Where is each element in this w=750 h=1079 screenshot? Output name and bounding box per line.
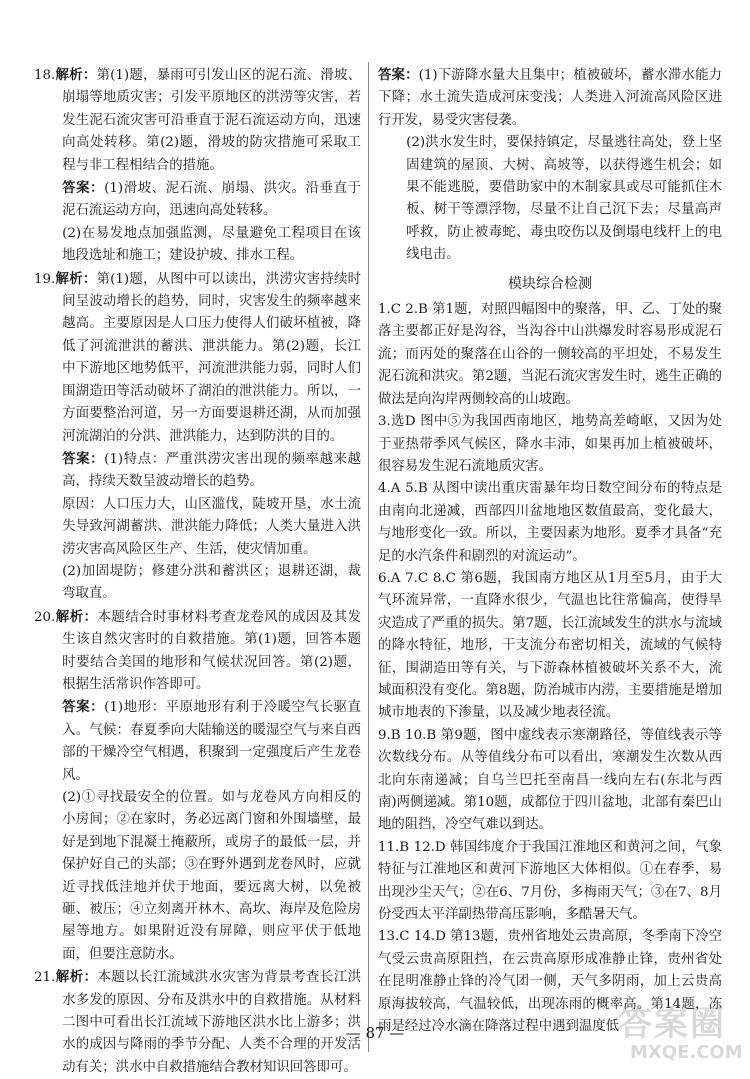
paragraph: (2)①寻找最安全的位置。如与龙卷风方向相反的小房间；②在家时，务必远离门窗和外围墙壁，最好是到地下混凝土掩蔽所，或房子的最低一层，并保护好自己的头部；③在野外遇到龙卷风时，应就近寻找低洼地并伏于地面，要远离大树，以免被砸、被压；④立刻离开林木、高坎、海岸及危险房屋等地方。如果附近没有屏障，则应平伏于低地面，但要注意防水。 — [62, 790, 361, 962]
paragraph: 20.解析：本题结合时事材料考查龙卷风的成因及其发生该自然灾害时的自救措施。第(1)题，回答本题时要结合美国的地形和气候状况回答。第(2)题，根据生活常识作答即可。 — [34, 608, 362, 692]
paragraph: 原因：人口压力大，山区滥伐，陡坡开垦，水土流失导致河湖蓄洪、泄洪能力降低；人类大量进入洪涝灾害高风险区生产、生活，使灾情加重。 — [62, 496, 361, 557]
page-number: — 87 — — [345, 1024, 405, 1042]
paragraph: 答案：(1)特点：严重洪涝灾害出现的频率越来越高，持续天数呈波动增长的趋势。 — [62, 450, 362, 490]
paragraph: 6.A 7.C 8.C 第6题，我国南方地区从1月至5月，由于大气环流异常，一直降水很少，气温也比往常偏高，使得旱灾造成了严重的损失。第7题，长江流域发生的洪水与流域的降水特征，地形，干支流分布密切相关，流域的气候特征，围湖造田等有关，与下游森林植被破坏关系不大，流域面积没有变化。第8题，防治城市内涝，主要措施是增加城市地表的下渗量，以及减少地表径流。 — [378, 570, 722, 721]
column-divider — [368, 62, 369, 1052]
paragraph: 19.解析：第(1)题，从图中可以读出，洪涝灾害持续时间呈波动增长的趋势，同时，灾害发生的频率越来越高。主要原因是人口压力使得人们破坏植被，降低了河流泄洪的蓄洪、泄洪能力。第(2)题，长江中下游地区地势低平，河流泄洪能力弱，同时人们围湖造田等活动破坏了湖泊的泄洪能力。所以，一方面要整治河道，另一方面要退耕还湖，从而加强河流湖泊的分洪、泄洪能力，达到防洪的目的。 — [34, 270, 362, 444]
paragraph: 4.A 5.B 从图中读出重庆雷暴年均日数空间分布的特点是由南向北递减，西部四川盆地地区数值最高，变化最大，与地形变化一致。所以，主要因素为地形。夏季才具备“充足的水汽条件和剧烈的对流运动”。 — [378, 481, 722, 564]
watermark-url: MXQE.COM — [630, 1042, 743, 1063]
watermark-text: 答案圈 — [618, 1004, 726, 1044]
paragraph: 1.C 2.B 第1题，对照四幅图中的聚落，甲、乙、丁处的聚落主要都正好是沟谷，当沟谷中山洪爆发时容易形成泥石流；而丙处的聚落在山谷的一侧较高的平坦处，不易发生泥石流和洪灾。第2题，当泥石流灾害发生时，逃生正确的做法是向沟岸两侧较高的山坡跑。 — [378, 302, 722, 407]
paragraph: 11.B 12.D 韩国纬度介于我国江淮地区和黄河之间，气象特征与江淮地区和黄河下游地区大体相似。①在春季，易出现沙尘天气；②在6、7月份，多梅雨天气；③在7、8月份受西太平洋副热带高压影响，多酷暑天气。 — [378, 839, 722, 923]
paragraph: (2)在易发地点加强监测，尽量避免工程项目在该地段选址和施工；建设护坡、排水工程。 — [62, 225, 361, 264]
paragraph: 21.解析：本题以长江流域洪水灾害为背景考查长江洪水多发的原因、分布及洪水中的自救措施。从材料二图中可看出长江流域下游地区洪水比上游多；洪水的成因与降雨的季节分配、人类不合理的开发活动有关；洪水中自救措施结合教材知识回答即可。 — [34, 969, 362, 1075]
paragraph: 答案：(1)地形：平原地形有利于冷暖空气长驱直入。气候：春夏季向大陆输送的暖湿空气与来自西部的干燥冷空气相遇，积聚到一定强度后产生龙卷风。 — [62, 699, 362, 783]
right-column — [378, 64, 722, 1038]
paragraph: 3.选D 图中⑤为我国西南地区，地势高差崎岖，又因为处于亚热带季风气候区，降水丰沛，如果再加上植被破坏，很容易发生泥石流地质灾害。 — [378, 414, 722, 474]
paragraph: 18.解析：第(1)题，暴雨可引发山区的泥石流、滑坡、崩塌等地质灾害；引发平原地区的洪涝等灾害，若发生泥石流灾害可沿垂直于泥石流运动方向，迅速向高处转移。第(2)题，滑坡的防灾措施可采取工程与非工程相结合的措施。 — [34, 67, 362, 173]
left-column — [34, 64, 361, 1079]
section-heading: 模块综合检测 — [508, 275, 592, 292]
paragraph: 答案：(1)下游降水量大且集中；植被破坏，蓄水滞水能力下降；水土流失造成河床变浅；人类进入河流高风险区进行开发，易受灾害侵袭。 — [378, 67, 723, 128]
paragraph: 9.B 10.B 第9题，图中虚线表示寒潮路径，等值线表示等次数线分布。从等值线分布可以看出，寒潮发生次数从西北向东南递减；自乌兰巴托至南昌一线向左右(东北与西南)两侧递减。第10题，成都位于四川盆地，北部有秦巴山地的阻挡，冷空气难以到达。 — [378, 727, 722, 833]
paragraph: 13.C 14.D 第13题，贵州省地处云贵高原，冬季南下冷空气受云贵高原阻挡，在云贵高原形成准静止锋，贵州省处在昆明准静止锋的冷气团一侧，天气多阴雨，加上云贵高原海拔较高，气温较低，出现冻雨的概率高。第14题，冻雨是经过冷水滴在降落过程中遇到温度低 — [378, 929, 722, 1035]
watermark-logo — [608, 996, 743, 1068]
paragraph: 答案：(1)滑坡、泥石流、崩塌、洪灾。沿垂直于泥石流运动方向，迅速向高处转移。 — [62, 180, 362, 219]
paragraph: (2)洪水发生时，要保持镇定，尽量逃往高处，登上坚固建筑的屋顶、大树、高坡等，以获得逃生机会；如果不能逃脱，要借助家中的木制家具或尽可能抓住木板、树干等漂浮物，尽量不让自己沉下去；尽量高声呼救，防止被毒蛇、毒虫咬伤以及倒塌电线杆上的电线电击。 — [406, 135, 722, 263]
paragraph: (2)加固堤防；修建分洪和蓄洪区；退耕还湖，裁弯取直。 — [62, 563, 361, 602]
